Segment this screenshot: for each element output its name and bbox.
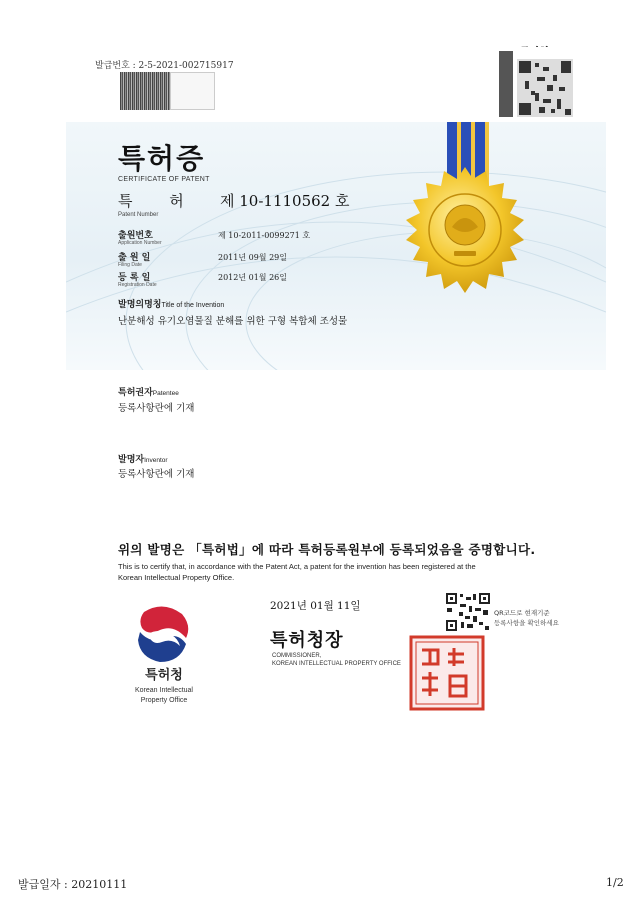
issue-number: 발급번호 : 2-5-2021-002715917 (95, 61, 234, 71)
page-number: 1/2 (606, 876, 624, 889)
issue-date: 2021년 01월 11일 (270, 600, 361, 612)
patentee-value: 등록사항란에 기재 (118, 403, 195, 414)
kipo-name-en-line2: Property Office (140, 697, 188, 704)
patentee-label-en: Patentee (152, 390, 179, 397)
invention-label-ko: 발명의명칭 (118, 300, 162, 310)
inventor-label (118, 452, 168, 465)
invention-title: 난분해성 유기오염물질 분해를 위한 구형 복합체 조성물 (118, 316, 348, 327)
patentee-label (118, 385, 179, 398)
application-number-value: 제 10-2011-0099271 호 (218, 231, 311, 240)
gold-seal (400, 165, 530, 295)
certification-statement-en-line1: This is to certify that, in accordance with the Patent Act, a patent for the invention has been registered at the (118, 562, 476, 571)
kipo-name-en-line1: Korean Intellectual (135, 687, 193, 694)
invention-label (118, 297, 224, 310)
certificate-subtitle: CERTIFICATE OF PATENT (118, 176, 210, 183)
patent-label: 특 허 (118, 192, 200, 210)
qr-verify-text-line1: QR코드로 현재기준 (494, 609, 550, 617)
application-number-label-en: Application Number (118, 240, 162, 246)
inventor-label-ko: 발명자 (118, 455, 145, 465)
certification-statement-ko: 위의 발명은 「특허법」에 따라 특허등록원부에 등록되었음을 증명합니다. (118, 542, 536, 557)
footer-issue-date: 발급일자 : 20210111 (18, 878, 128, 891)
filing-date-label-en: Filing Date (118, 262, 142, 268)
official-seal-stamp (408, 634, 486, 712)
qr-code-bottom (445, 592, 491, 632)
certification-statement-en-line2: Korean Intellectual Property Office. (118, 573, 235, 582)
registration-date-label: 등 록 일 (118, 273, 151, 283)
qr-code-top (495, 47, 577, 121)
barcode (120, 72, 215, 110)
kipo-logo-icon (130, 604, 196, 666)
commissioner-title-en-line2: KOREAN INTELLECTUAL PROPERTY OFFICE (272, 661, 401, 667)
patent-label-en: Patent Number (118, 212, 159, 218)
inventor-value: 등록사항란에 기재 (118, 469, 195, 480)
certificate-title: 특허증 (118, 142, 206, 175)
application-number-label: 출원번호 (118, 231, 153, 241)
qr-verify-text-line2: 등록사항을 확인하세요 (494, 619, 559, 627)
inventor-label-en: Inventor (144, 457, 168, 464)
commissioner-title-en-line1: COMMISSIONER, (272, 653, 322, 659)
kipo-name: 특허청 (145, 668, 183, 683)
registration-date-value: 2012년 01월 26일 (218, 273, 287, 282)
filing-date-label: 출 원 일 (118, 253, 151, 263)
patentee-label-ko: 특허권자 (118, 388, 153, 398)
filing-date-value: 2011년 09월 29일 (218, 253, 287, 262)
registration-date-label-en: Registration Date (118, 282, 157, 288)
invention-label-en: Title of the Invention (161, 302, 225, 309)
commissioner-title: 특허청장 (270, 630, 344, 651)
patent-number: 제 10-1110562 호 (220, 192, 350, 210)
